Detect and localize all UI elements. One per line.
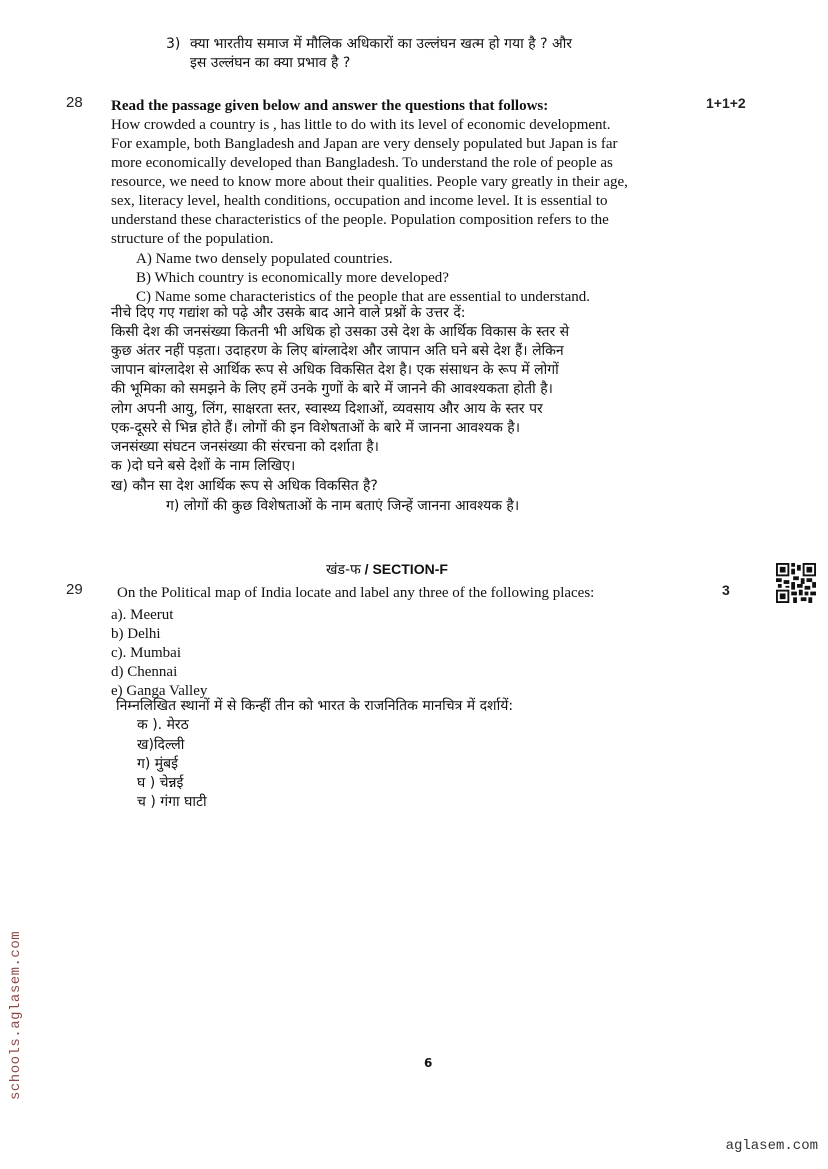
- sub-question-hindi: ग) लोगों की कुछ विशेषताओं के नाम बताएं जिन्हें जानना आवश्यक है।: [166, 498, 520, 514]
- passage-line-hindi: लोग अपनी आयु, लिंग, साक्षरता स्तर, स्वास्थ्य दिशाओं, व्यवसाय और आय के स्तर पर: [111, 401, 543, 417]
- section-title: [326, 561, 448, 580]
- sub-question: C) Name some characteristics of the people that are essential to understand.: [136, 289, 590, 305]
- side-watermark: schools.aglasem.com: [8, 930, 24, 1100]
- sub-question: A) Name two densely populated countries.: [136, 251, 393, 267]
- question-number: 29: [66, 581, 83, 598]
- prev-question-line: क्या भारतीय समाज में मौलिक अधिकारों का उल्लंघन खत्म हो गया है ? और: [190, 36, 573, 52]
- place-option: e) Ganga Valley: [111, 683, 208, 699]
- passage-line: How crowded a country is , has little to do with its level of economic development.: [111, 117, 611, 133]
- sub-question-hindi: ख) कौन सा देश आर्थिक रूप से अधिक विकसित है?: [111, 478, 378, 494]
- question-marks: 1+1+2: [706, 95, 746, 111]
- question-heading-hindi: नीचे दिए गए गद्यांश को पढ़े और उसके बाद आने वाले प्रश्नों के उत्तर दें:: [111, 305, 466, 321]
- place-option-hindi: च ) गंगा घाटी: [137, 794, 207, 810]
- passage-line-hindi: जनसंख्या संघटन जनसंख्या की संरचना को दर्शाता है।: [111, 439, 379, 455]
- place-option-hindi: घ ) चेन्नई: [137, 775, 184, 791]
- question-heading: Read the passage given below and answer the questions that follows:: [111, 98, 549, 114]
- sub-question: B) Which country is economically more developed?: [136, 270, 449, 286]
- section-title-hindi: खंड-फ: [326, 562, 361, 578]
- passage-line-hindi: एक-दूसरे से भिन्न होते हैं। लोगों की इन विशेषताओं के बारे में जानना आवश्यक है।: [111, 420, 521, 436]
- place-option-hindi: क ). मेरठ: [137, 717, 189, 733]
- prev-question-line: इस उल्लंघन का क्या प्रभाव है ?: [190, 55, 351, 71]
- passage-line: resource, we need to know more about their qualities. People vary greatly in their age,: [111, 174, 628, 190]
- passage-line: understand these characteristics of the people. Population composition refers to the: [111, 212, 609, 228]
- question-marks: 3: [722, 582, 730, 598]
- passage-line: For example, both Bangladesh and Japan are very densely populated but Japan is far: [111, 136, 618, 152]
- question-number: 28: [66, 94, 83, 111]
- passage-line: more economically developed than Bangladesh. To understand the role of people as: [111, 155, 613, 171]
- question-heading: On the Political map of India locate and label any three of the following places:: [117, 585, 595, 601]
- passage-line-hindi: जापान बांग्लादेश से आर्थिक रूप से अधिक विकसित देश है। एक संसाधन के रूप में लोगों: [111, 362, 559, 378]
- section-title-english: / SECTION-F: [360, 561, 448, 577]
- place-option: d) Chennai: [111, 664, 178, 680]
- place-option: a). Meerut: [111, 607, 174, 623]
- prev-sub-label: 3): [166, 36, 181, 52]
- place-option: b) Delhi: [111, 626, 161, 642]
- passage-line-hindi: की भूमिका को समझने के लिए हमें उनके गुणों के बारे में जानने की आवश्यकता होती है।: [111, 381, 553, 397]
- passage-line: structure of the population.: [111, 231, 274, 247]
- passage-line: sex, literacy level, health conditions, occupation and income level. It is essential to: [111, 193, 608, 209]
- passage-line-hindi: किसी देश की जनसंख्या कितनी भी अधिक हो उसका उसे देश के आर्थिक विकास के स्तर से: [111, 324, 570, 340]
- place-option: c). Mumbai: [111, 645, 181, 661]
- place-option-hindi: ख)दिल्ली: [137, 737, 185, 753]
- page-number: 6: [424, 1056, 433, 1070]
- sub-question-hindi: क )दो घने बसे देशों के नाम लिखिए।: [111, 458, 296, 474]
- passage-line-hindi: कुछ अंतर नहीं पड़ता। उदाहरण के लिए बांग्लादेश और जापान अति घने बसे देश हैं। लेकिन: [111, 343, 564, 359]
- question-heading-hindi: निम्नलिखित स्थानों में से किन्हीं तीन को भारत के राजनितिक मानचित्र में दर्शायें:: [116, 698, 514, 714]
- bottom-watermark: aglasem.com: [725, 1138, 818, 1154]
- qr-code-icon: [776, 563, 816, 603]
- place-option-hindi: ग) मुंबई: [137, 756, 179, 772]
